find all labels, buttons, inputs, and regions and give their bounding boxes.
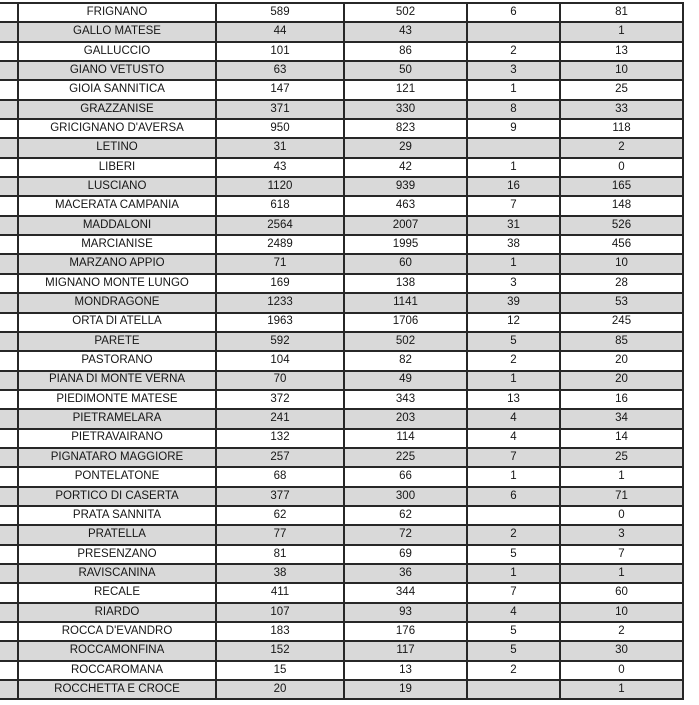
table-row [0,487,683,506]
municipality-name-cell: PIETRAMELARA [18,409,216,428]
value-cell: 502 [344,332,467,351]
value-cell: 69 [344,545,467,564]
table-row [0,22,683,41]
value-cell: 20 [560,351,683,370]
value-cell: 377 [216,487,344,506]
table-row [0,409,683,428]
cutoff-left-cell [0,61,18,80]
value-cell: 71 [560,487,683,506]
value-cell: 104 [216,351,344,370]
table-row [0,622,683,641]
cutoff-left-cell [0,545,18,564]
table-row [0,3,683,22]
value-cell: 13 [467,390,560,409]
table-row [0,216,683,235]
table-row [0,332,683,351]
value-cell: 15 [216,661,344,680]
value-cell: 71 [216,254,344,273]
value-cell: 0 [560,661,683,680]
municipality-name-cell: PARETE [18,332,216,351]
value-cell: 950 [216,119,344,138]
value-cell: 63 [216,61,344,80]
cutoff-left-cell [0,119,18,138]
value-cell: 31 [216,138,344,157]
value-cell: 148 [560,196,683,215]
value-cell: 7 [560,545,683,564]
value-cell: 13 [344,661,467,680]
value-cell: 4 [467,409,560,428]
value-cell: 86 [344,42,467,61]
cutoff-left-cell [0,235,18,254]
cutoff-left-cell [0,680,18,699]
cutoff-left-cell [0,564,18,583]
value-cell: 3 [467,61,560,80]
value-cell: 1995 [344,235,467,254]
value-cell: 34 [560,409,683,428]
table-row [0,467,683,486]
value-cell: 7 [467,583,560,602]
cutoff-left-cell [0,313,18,332]
municipality-name-cell: GRICIGNANO D'AVERSA [18,119,216,138]
cutoff-left-cell [0,196,18,215]
value-cell: 1963 [216,313,344,332]
value-cell: 147 [216,80,344,99]
value-cell: 618 [216,196,344,215]
table-row [0,196,683,215]
value-cell: 2564 [216,216,344,235]
value-cell: 114 [344,429,467,448]
value-cell: 1 [560,467,683,486]
value-cell: 343 [344,390,467,409]
value-cell [467,680,560,699]
cutoff-left-cell [0,390,18,409]
cutoff-left-cell [0,3,18,22]
cutoff-left-cell [0,583,18,602]
value-cell: 411 [216,583,344,602]
value-cell: 81 [216,545,344,564]
cutoff-left-cell [0,254,18,273]
municipality-name-cell: MONDRAGONE [18,293,216,312]
value-cell: 29 [344,138,467,157]
value-cell: 183 [216,622,344,641]
table-row [0,42,683,61]
cutoff-left-cell [0,525,18,544]
value-cell: 5 [467,622,560,641]
value-cell: 502 [344,3,467,22]
value-cell: 2 [467,42,560,61]
value-cell: 589 [216,3,344,22]
value-cell: 66 [344,467,467,486]
value-cell: 121 [344,80,467,99]
value-cell: 2 [560,138,683,157]
value-cell: 1 [467,467,560,486]
value-cell: 6 [467,487,560,506]
cutoff-left-cell [0,351,18,370]
value-cell: 12 [467,313,560,332]
value-cell: 85 [560,332,683,351]
value-cell: 592 [216,332,344,351]
municipality-name-cell: PONTELATONE [18,467,216,486]
municipality-name-cell: PASTORANO [18,351,216,370]
value-cell: 13 [560,42,683,61]
cutoff-left-cell [0,603,18,622]
value-cell: 16 [467,177,560,196]
value-cell: 132 [216,429,344,448]
value-cell: 1141 [344,293,467,312]
municipality-name-cell: LIBERI [18,158,216,177]
value-cell: 5 [467,332,560,351]
value-cell: 93 [344,603,467,622]
table-row [0,351,683,370]
value-cell: 28 [560,274,683,293]
municipality-name-cell: ROCCHETTA E CROCE [18,680,216,699]
municipality-name-cell: ROCCA D'EVANDRO [18,622,216,641]
value-cell: 3 [560,525,683,544]
value-cell: 1 [467,254,560,273]
cutoff-left-cell [0,429,18,448]
municipality-name-cell: PORTICO DI CASERTA [18,487,216,506]
value-cell: 176 [344,622,467,641]
value-cell: 60 [344,254,467,273]
value-cell: 257 [216,448,344,467]
value-cell: 5 [467,641,560,660]
value-cell: 62 [344,506,467,525]
table-row [0,506,683,525]
value-cell: 7 [467,196,560,215]
table-row [0,390,683,409]
municipality-name-cell: ROCCAMONFINA [18,641,216,660]
value-cell: 463 [344,196,467,215]
value-cell: 25 [560,80,683,99]
table-row [0,680,683,699]
value-cell: 1 [467,371,560,390]
municipality-name-cell: PIGNATARO MAGGIORE [18,448,216,467]
value-cell: 2 [467,525,560,544]
value-cell: 49 [344,371,467,390]
municipality-name-cell: PRATA SANNITA [18,506,216,525]
value-cell: 53 [560,293,683,312]
value-cell: 300 [344,487,467,506]
cutoff-left-cell [0,158,18,177]
cutoff-left-cell [0,448,18,467]
table-row [0,583,683,602]
municipality-name-cell: PIEDIMONTE MATESE [18,390,216,409]
value-cell: 939 [344,177,467,196]
value-cell: 38 [216,564,344,583]
municipality-name-cell: PIANA DI MONTE VERNA [18,371,216,390]
cutoff-left-cell [0,332,18,351]
value-cell: 1 [560,564,683,583]
table-row [0,254,683,273]
value-cell: 165 [560,177,683,196]
value-cell: 81 [560,3,683,22]
value-cell: 1706 [344,313,467,332]
value-cell: 10 [560,254,683,273]
cutoff-left-cell [0,293,18,312]
value-cell: 68 [216,467,344,486]
cutoff-left-cell [0,487,18,506]
value-cell: 50 [344,61,467,80]
value-cell: 2 [467,661,560,680]
value-cell: 241 [216,409,344,428]
value-cell: 1 [560,680,683,699]
value-cell: 42 [344,158,467,177]
value-cell: 72 [344,525,467,544]
value-cell: 2 [560,622,683,641]
municipality-data-table [0,2,684,700]
cutoff-left-cell [0,177,18,196]
municipality-name-cell: GRAZZANISE [18,100,216,119]
table-row [0,158,683,177]
value-cell: 10 [560,603,683,622]
value-cell: 62 [216,506,344,525]
value-cell: 101 [216,42,344,61]
cutoff-left-cell [0,42,18,61]
value-cell: 19 [344,680,467,699]
value-cell: 82 [344,351,467,370]
table-row [0,603,683,622]
value-cell: 16 [560,390,683,409]
value-cell: 4 [467,429,560,448]
value-cell: 20 [560,371,683,390]
municipality-name-cell: LUSCIANO [18,177,216,196]
value-cell: 2007 [344,216,467,235]
table-row [0,313,683,332]
value-cell [467,138,560,157]
value-cell: 39 [467,293,560,312]
cutoff-left-cell [0,467,18,486]
cutoff-left-cell [0,661,18,680]
value-cell: 1 [467,158,560,177]
cutoff-left-cell [0,506,18,525]
municipality-name-cell: FRIGNANO [18,3,216,22]
municipality-name-cell: ROCCAROMANA [18,661,216,680]
table-row [0,429,683,448]
value-cell: 526 [560,216,683,235]
value-cell: 118 [560,119,683,138]
value-cell: 77 [216,525,344,544]
value-cell: 107 [216,603,344,622]
table-row [0,525,683,544]
value-cell: 203 [344,409,467,428]
municipality-name-cell: RECALE [18,583,216,602]
cutoff-left-cell [0,622,18,641]
table-body [0,3,683,699]
municipality-name-cell: MARCIANISE [18,235,216,254]
value-cell [467,506,560,525]
value-cell: 31 [467,216,560,235]
table-row [0,371,683,390]
municipality-name-cell: MARZANO APPIO [18,254,216,273]
municipality-name-cell: LETINO [18,138,216,157]
table-row [0,138,683,157]
value-cell: 138 [344,274,467,293]
municipality-name-cell: RAVISCANINA [18,564,216,583]
value-cell: 7 [467,448,560,467]
municipality-name-cell: PRESENZANO [18,545,216,564]
cutoff-left-cell [0,216,18,235]
value-cell: 60 [560,583,683,602]
cutoff-left-cell [0,409,18,428]
value-cell: 456 [560,235,683,254]
value-cell: 33 [560,100,683,119]
table-row [0,235,683,254]
value-cell: 4 [467,603,560,622]
value-cell: 70 [216,371,344,390]
municipality-name-cell: MACERATA CAMPANIA [18,196,216,215]
municipality-name-cell: PRATELLA [18,525,216,544]
value-cell: 43 [216,158,344,177]
value-cell: 0 [560,158,683,177]
value-cell: 38 [467,235,560,254]
cutoff-left-cell [0,80,18,99]
table-row [0,545,683,564]
value-cell: 25 [560,448,683,467]
value-cell: 225 [344,448,467,467]
value-cell: 117 [344,641,467,660]
value-cell: 1 [467,80,560,99]
cutoff-left-cell [0,371,18,390]
municipality-name-cell: GIOIA SANNITICA [18,80,216,99]
value-cell: 0 [560,506,683,525]
value-cell [467,22,560,41]
value-cell: 20 [216,680,344,699]
municipality-name-cell: GALLO MATESE [18,22,216,41]
value-cell: 152 [216,641,344,660]
cutoff-left-cell [0,22,18,41]
value-cell: 245 [560,313,683,332]
value-cell: 371 [216,100,344,119]
value-cell: 8 [467,100,560,119]
value-cell: 1 [560,22,683,41]
table-row [0,641,683,660]
table-row [0,61,683,80]
table-row [0,448,683,467]
value-cell: 169 [216,274,344,293]
value-cell: 44 [216,22,344,41]
value-cell: 2 [467,351,560,370]
cutoff-left-cell [0,100,18,119]
value-cell: 6 [467,3,560,22]
municipality-name-cell: RIARDO [18,603,216,622]
cutoff-left-cell [0,641,18,660]
value-cell: 3 [467,274,560,293]
municipality-name-cell: MIGNANO MONTE LUNGO [18,274,216,293]
cutoff-left-cell [0,138,18,157]
value-cell: 1 [467,564,560,583]
value-cell: 10 [560,61,683,80]
municipality-name-cell: ORTA DI ATELLA [18,313,216,332]
table-row [0,274,683,293]
municipality-name-cell: GIANO VETUSTO [18,61,216,80]
value-cell: 36 [344,564,467,583]
cutoff-left-cell [0,274,18,293]
municipality-name-cell: MADDALONI [18,216,216,235]
value-cell: 5 [467,545,560,564]
value-cell: 43 [344,22,467,41]
value-cell: 1233 [216,293,344,312]
value-cell: 9 [467,119,560,138]
table-row [0,293,683,312]
table-row [0,119,683,138]
table-row [0,661,683,680]
value-cell: 823 [344,119,467,138]
value-cell: 14 [560,429,683,448]
table-row [0,80,683,99]
value-cell: 2489 [216,235,344,254]
table-row [0,100,683,119]
value-cell: 1120 [216,177,344,196]
table-row [0,177,683,196]
value-cell: 372 [216,390,344,409]
value-cell: 344 [344,583,467,602]
municipality-name-cell: GALLUCCIO [18,42,216,61]
value-cell: 330 [344,100,467,119]
municipality-name-cell: PIETRAVAIRANO [18,429,216,448]
table-row [0,564,683,583]
value-cell: 30 [560,641,683,660]
